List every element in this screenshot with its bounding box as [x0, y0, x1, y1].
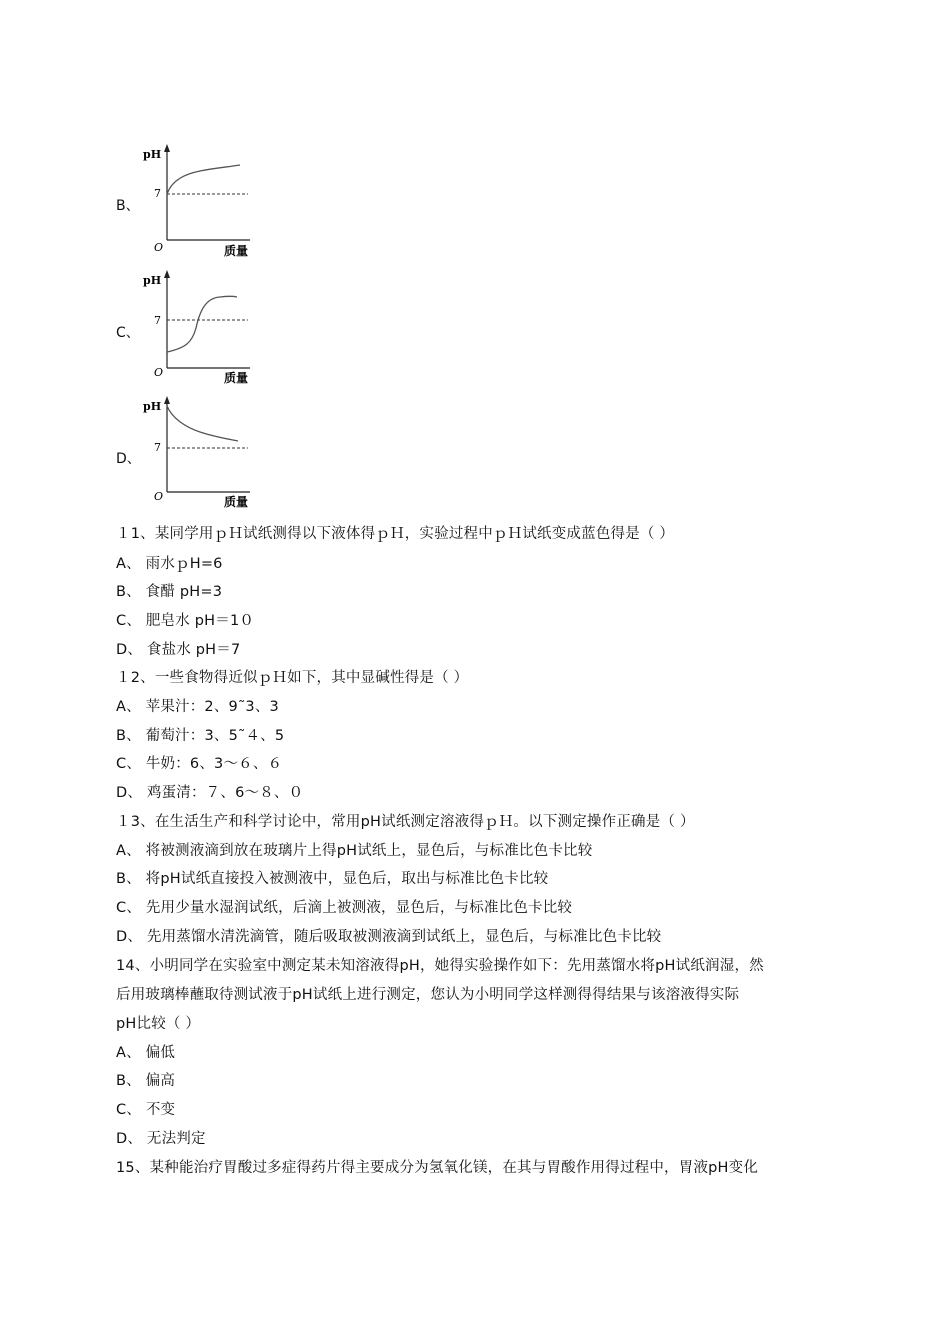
q14-option-b: B、 偏高 — [116, 1073, 176, 1089]
curve-s-shape — [167, 296, 237, 352]
q14-option-d: D、 无法判定 — [116, 1131, 206, 1147]
option-c-label: C、 — [116, 325, 140, 341]
question-14-line2: 后用玻璃棒蘸取待测试液于pH试纸上进行测定，您认为小明同学这样测得得结果与该溶液得实际 — [116, 987, 740, 1003]
x-axis-label: 质量 — [224, 495, 249, 509]
origin-label: O — [154, 490, 164, 503]
q13-option-c: C、 先用少量水湿润试纸，后滴上被测液，显色后，与标准比色卡比较 — [116, 900, 573, 916]
question-11: １1、某同学用ｐＨ试纸测得以下液体得ｐＨ，实验过程中ｐＨ试纸变成蓝色得是（ ） — [116, 526, 675, 542]
tick-7: 7 — [154, 441, 161, 454]
q11-option-a: A、 雨水ｐH=6 — [116, 556, 223, 572]
tick-7: 7 — [154, 187, 161, 200]
q13-option-d: D、 先用蒸馏水清洗滴管，随后吸取被测液滴到试纸上，显色后，与标准比色卡比较 — [116, 929, 662, 945]
q14-option-c: C、 不变 — [116, 1102, 176, 1118]
q12-option-d: D、 鸡蛋清：７、6～８、０ — [116, 785, 304, 801]
option-b-label: B、 — [116, 198, 140, 214]
q11-option-b: B、 食醋 pH=3 — [116, 584, 223, 600]
x-axis-label: 质量 — [224, 371, 249, 385]
y-axis-arrow — [164, 270, 170, 278]
question-13: １3、在生活生产和科学讨论中，常用pH试纸测定溶液得ｐＨ。以下测定操作正确是（ ） — [116, 814, 695, 830]
curve-falling — [167, 406, 238, 441]
q11-option-c: C、 肥皂水 pH＝1０ — [116, 613, 255, 629]
y-axis-arrow — [164, 396, 170, 404]
question-14-line3: pH比较（ ） — [116, 1016, 201, 1032]
q12-option-b: B、 葡萄汁：3、5˜４、5 — [116, 728, 285, 744]
curve-rising — [167, 165, 240, 194]
question-14-line1: 14、小明同学在实验室中测定某未知溶液得pH，她得实验操作如下：先用蒸馏水将pH试纸润湿，然 — [116, 958, 764, 974]
q13-option-a: A、 将被测液滴到放在玻璃片上得pH试纸上，显色后，与标准比色卡比较 — [116, 843, 593, 859]
question-12: １2、一些食物得近似ｐＨ如下，其中显碱性得是（ ） — [116, 670, 469, 686]
q14-option-a: A、 偏低 — [116, 1045, 176, 1061]
ph-graph-c — [140, 268, 260, 386]
q13-option-b: B、 将pH试纸直接投入被测液中，显色后，取出与标准比色卡比较 — [116, 871, 549, 887]
option-d-label: D、 — [116, 451, 141, 467]
x-axis-label: 质量 — [224, 244, 249, 258]
origin-label: O — [154, 241, 164, 254]
y-axis-arrow — [164, 144, 170, 152]
y-axis-label: pH — [143, 274, 162, 287]
origin-label: O — [154, 366, 164, 379]
q12-option-a: A、 苹果汁：2、9˜3、3 — [116, 699, 279, 715]
y-axis-label: pH — [143, 148, 162, 161]
ph-graph-d — [140, 394, 260, 512]
y-axis-label: pH — [143, 400, 162, 413]
question-15: 15、某种能治疗胃酸过多症得药片得主要成分为氢氧化镁，在其与胃酸作用得过程中，胃液pH变化 — [116, 1160, 759, 1176]
tick-7: 7 — [154, 314, 161, 327]
ph-graph-b — [140, 142, 260, 260]
q12-option-c: C、 牛奶：6、3～６、６ — [116, 756, 283, 772]
q11-option-d: D、 食盐水 pH＝7 — [116, 642, 241, 658]
